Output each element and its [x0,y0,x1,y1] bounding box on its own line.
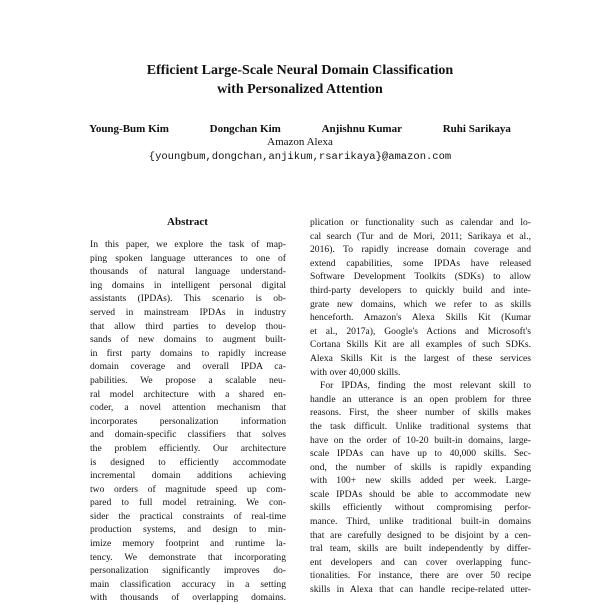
body-line: with 100+ new skills added per week. Large- [310,475,531,487]
body-line: et al., 2017a), Google's Actions and Microsoft's [310,325,531,337]
body-line: handle an utterance is an open problem for three [310,393,531,405]
abstract-line: that allow third parties to develop thou- [90,320,286,332]
abstract-line: thousands of natural language understand- [90,266,286,278]
author-name: Anjishnu Kumar [321,123,402,135]
abstract-heading: Abstract [167,216,208,228]
body-line: cal search (Tur and de Mori, 2011; Sarikaya et al., [310,230,531,242]
body-line: ent developers and can cover overlapping func- [310,556,531,568]
body-line: with over 40,000 skills. [310,366,401,378]
author-name: Young-Bum Kim [89,123,169,135]
affiliation: Amazon Alexa [267,136,333,148]
author-name: Ruhi Sarikaya [442,123,511,135]
body-line: have on the order of 10-20 built-in domains, large- [310,434,531,446]
abstract-line: served in mainstream IPDAs in industry [90,306,286,318]
body-line: 2016). To rapidly increase domain coverage and [310,244,531,256]
paper-title [0,61,600,99]
body-line: third-party developers to quickly build and inte- [310,284,531,296]
abstract-line: tency. We demonstrate that incorporating [90,551,286,563]
body-line: extend capabilities, some IPDAs have released [310,257,531,269]
body-line: skills efficiently without compromising perfor- [310,502,531,514]
abstract-line: ping spoken language utterances to one of [90,252,286,264]
abstract-body [90,238,286,605]
abstract-line: pabilities. We propose a scalable neu- [90,374,286,386]
abstract-line: the problem efficiently. Our architecture [90,442,286,454]
abstract-line: main classification accuracy in a setting [90,578,286,590]
body-line: grate new domains, which we refer to as skills [310,298,531,310]
body-line: For IPDAs, finding the most relevant skill to [320,380,531,392]
abstract-line: coder, a novel attention mechanism that [90,402,286,414]
abstract-line: incremental domain additions achieving [90,470,286,482]
author-name: Dongchan Kim [209,123,281,135]
author-list [0,122,600,136]
abstract-line: personalization significantly improves do- [90,565,286,577]
abstract-line: ral model architecture with a shared en- [90,388,286,400]
body-line: scale IPDAs can have up to 40,000 skills. Sec- [310,448,531,460]
title-line: Efficient Large-Scale Neural Domain Classification [146,63,454,78]
abstract-line: is designed to efficiently accommodate [90,456,286,468]
abstract-line: incorporates personalization information [90,415,286,427]
abstract-line: In this paper, we explore the task of map- [90,239,286,250]
body-line: reasons. First, the sheer number of skills makes [310,407,531,419]
author-emails: {youngbum,dongchan,anjikum,rsarikaya}@amazon.com [148,151,452,163]
title-line: with Personalized Attention [217,82,383,97]
body-line: tionalities. For instance, there are over 50 recipe [310,570,531,582]
abstract-line: in first party domains to rapidly increase [90,347,286,359]
abstract-line: production systems, and design to min- [90,524,286,536]
intro-body [310,216,531,597]
abstract-line: sider the practical constraints of real-time [90,510,286,522]
abstract-line: with thousands of overlapping domains. [90,592,286,604]
body-line: the task difficult. Unlike traditional systems that [310,420,531,432]
body-line: Software Development Toolkits (SDKs) to allow [310,271,531,283]
abstract-line: two orders of magnitude speed up com- [90,483,286,495]
body-line: skills in Alexa that can handle recipe-related utter- [310,584,531,596]
abstract-line: imize memory footprint and runtime la- [90,538,286,550]
abstract-line: pared to full model retraining. We con- [90,497,286,509]
body-line: ond, the number of skills is rapidly expanding [310,461,531,473]
abstract-line: and domain-specific classifiers that solves [90,429,286,441]
abstract-line: domain coverage and overall IPDA ca- [90,361,286,373]
body-line: Cortana Skills Kit are all examples of such SDKs. [310,339,531,351]
body-line: henceforth. Amazon's Alexa Skills Kit (Kumar [310,312,531,324]
abstract-line: sands of new domains to augment built- [90,334,286,346]
body-line: scale IPDAs should be able to accommodate new [310,488,531,500]
body-line: plication or functionality such as calendar and lo- [310,217,531,228]
body-line: Alexa Skills Kit is the largest of these services [310,352,531,364]
body-line: mance. Third, unlike traditional built-in domains [310,516,531,528]
abstract-line: ing domains in intelligent personal digital [90,279,286,291]
abstract-line: assistants (IPDAs). This scenario is ob- [90,293,286,305]
body-line: tral team, skills are built independently by differ- [310,543,531,555]
body-line: that are carefully designed to be disjoint by a cen- [310,529,531,541]
